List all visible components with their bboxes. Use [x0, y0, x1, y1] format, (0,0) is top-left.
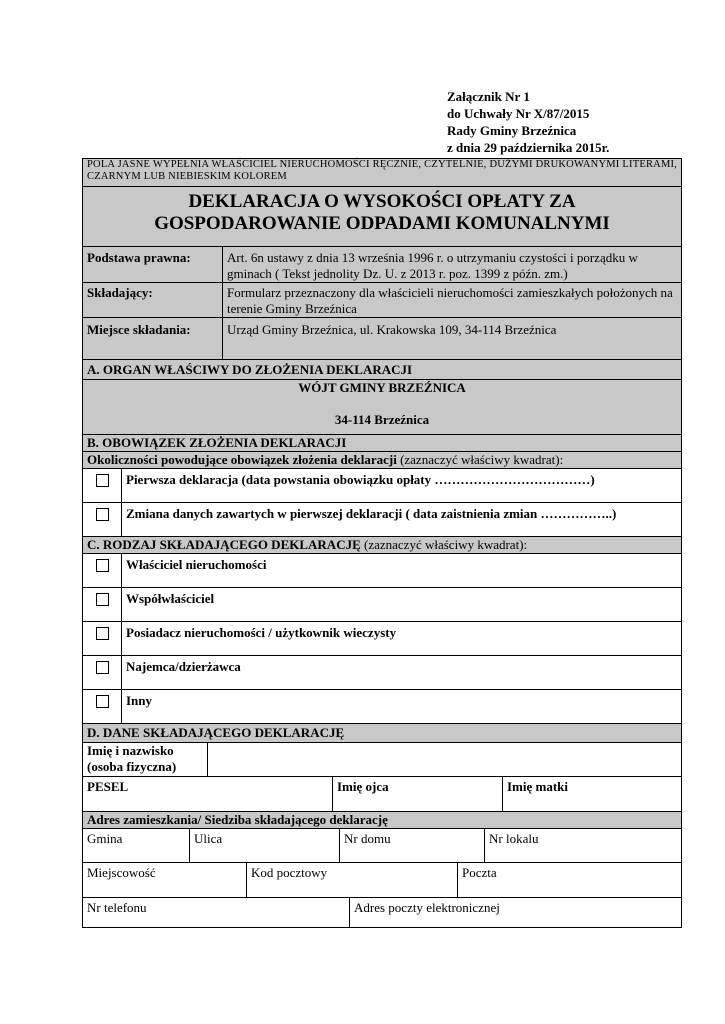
option-change-cell — [83, 503, 122, 537]
submitter-value: Formularz przeznaczony dla właścicieli nieruchomości zamieszkałych położonych na terenie Gminy Brzeźnica — [223, 283, 682, 318]
legal-basis-label: Podstawa prawna: — [83, 247, 223, 283]
checkbox-owner[interactable] — [96, 559, 109, 572]
section-b-heading: B. OBOWIĄZEK ZŁOŻENIA DEKLARACJI — [83, 435, 682, 452]
name-input[interactable] — [208, 743, 682, 777]
option-tenant-label: Najemca/dzierżawca — [122, 656, 682, 690]
instructions: POLA JASNE WYPEŁNIA WŁAŚCICIEL NIERUCHOMOŚCI RĘCZNIE, CZYTELNIE, DUŻYMI DRUKOWANYMI LITERAMI, CZARNYM LUB NIEBIESKIM KOLOREM — [83, 159, 682, 187]
annex-line-2: do Uchwały Nr X/87/2015 — [447, 106, 590, 121]
title-line-2: GOSPODAROWANIE ODPADAMI KOMUNALNYMI — [154, 213, 610, 234]
title-line-1: DEKLARACJA O WYSOKOŚCI OPŁATY ZA — [188, 191, 576, 212]
form-table-top — [82, 158, 682, 435]
checkbox-change-declaration[interactable] — [96, 508, 109, 521]
option-change-label: Zmiana danych zawartych w pierwszej deklaracji ( data zaistnienia zmian ……………..) — [122, 503, 682, 537]
option-holder-cell — [83, 622, 122, 656]
form-table-b — [82, 434, 682, 743]
name-label: Imię i nazwisko (osoba fizyczna) — [83, 743, 208, 777]
section-c-heading — [83, 537, 682, 554]
place-label: Miejsce składania: — [83, 318, 223, 360]
form-table-d-locality — [82, 862, 682, 898]
option-co-owner-cell — [83, 588, 122, 622]
section-d-heading: D. DANE SKŁADAJĄCEGO DEKLARACJĘ — [83, 724, 682, 743]
form-table-d-address — [82, 828, 682, 863]
section-a-heading: A. ORGAN WŁAŚCIWY DO ZŁOŻENIA DEKLARACJI — [83, 360, 682, 380]
option-co-owner-label: Współwłaściciel — [122, 588, 682, 622]
option-other-label: Inny — [122, 690, 682, 724]
option-holder-label: Posiadacz nieruchomości / użytkownik wieczysty — [122, 622, 682, 656]
section-b-subheading-bold: Okoliczności powodujące obowiązek złożenia deklaracji — [87, 452, 397, 467]
option-first-declaration-cell — [83, 469, 122, 503]
section-c-heading-note: (zaznaczyć właściwy kwadrat): — [360, 537, 528, 552]
father-name-field[interactable]: Imię ojca — [333, 777, 503, 812]
post-office-field[interactable]: Poczta — [458, 863, 682, 898]
street-field[interactable]: Ulica — [190, 829, 340, 863]
mother-name-field[interactable]: Imię matki — [503, 777, 682, 812]
section-c-heading-bold: C. RODZAJ SKŁADAJĄCEGO DEKLARACJĘ — [87, 537, 361, 552]
checkbox-holder[interactable] — [96, 627, 109, 640]
option-first-declaration-label: Pierwsza deklaracja (data powstania obowiązku opłaty ………………………………) — [122, 469, 682, 503]
house-number-field[interactable]: Nr domu — [340, 829, 485, 863]
postal-code-field[interactable]: Kod pocztowy — [247, 863, 458, 898]
section-a-body — [83, 380, 682, 435]
annex-line-4: z dnia 29 października 2015r. — [447, 140, 610, 155]
authority-address: 34-114 Brzeźnica — [334, 412, 430, 427]
gmina-field[interactable]: Gmina — [83, 829, 190, 863]
form-table-d-pesel — [82, 776, 682, 829]
option-owner-label: Właściciel nieruchomości — [122, 554, 682, 588]
authority-name: WÓJT GMINY BRZEŹNICA — [298, 380, 466, 395]
form-table-d-name — [82, 742, 682, 777]
option-owner-cell — [83, 554, 122, 588]
checkbox-first-declaration[interactable] — [96, 474, 109, 487]
form-table-d-contact — [82, 897, 682, 928]
section-b-subheading — [83, 452, 682, 469]
pesel-field[interactable]: PESEL — [83, 777, 333, 812]
apartment-number-field[interactable]: Nr lokalu — [485, 829, 682, 863]
phone-field[interactable]: Nr telefonu — [83, 898, 350, 928]
place-value: Urząd Gminy Brzeźnica, ul. Krakowska 109, 34-114 Brzeźnica — [223, 318, 682, 360]
checkbox-other[interactable] — [96, 695, 109, 708]
email-field[interactable]: Adres poczty elektronicznej — [350, 898, 682, 928]
form-title — [83, 187, 682, 247]
option-other-cell — [83, 690, 122, 724]
annex-line-3: Rady Gminy Brzeźnica — [447, 123, 577, 138]
checkbox-tenant[interactable] — [96, 661, 109, 674]
address-heading: Adres zamieszkania/ Siedziba składającego deklarację — [83, 812, 682, 829]
annex-line-1: Załącznik Nr 1 — [447, 89, 530, 104]
checkbox-co-owner[interactable] — [96, 593, 109, 606]
section-b-subheading-note: (zaznaczyć właściwy kwadrat): — [396, 452, 564, 467]
legal-basis-value: Art. 6n ustawy z dnia 13 września 1996 r. o utrzymaniu czystości i porządku w gminach ( Tekst jednolity Dz. U. z 2013 r. poz. 1399 z późn. zm.) — [223, 247, 682, 283]
annex-header — [447, 88, 609, 156]
option-tenant-cell — [83, 656, 122, 690]
declaration-form — [82, 158, 681, 928]
locality-field[interactable]: Miejscowość — [83, 863, 247, 898]
submitter-label: Składający: — [83, 283, 223, 318]
